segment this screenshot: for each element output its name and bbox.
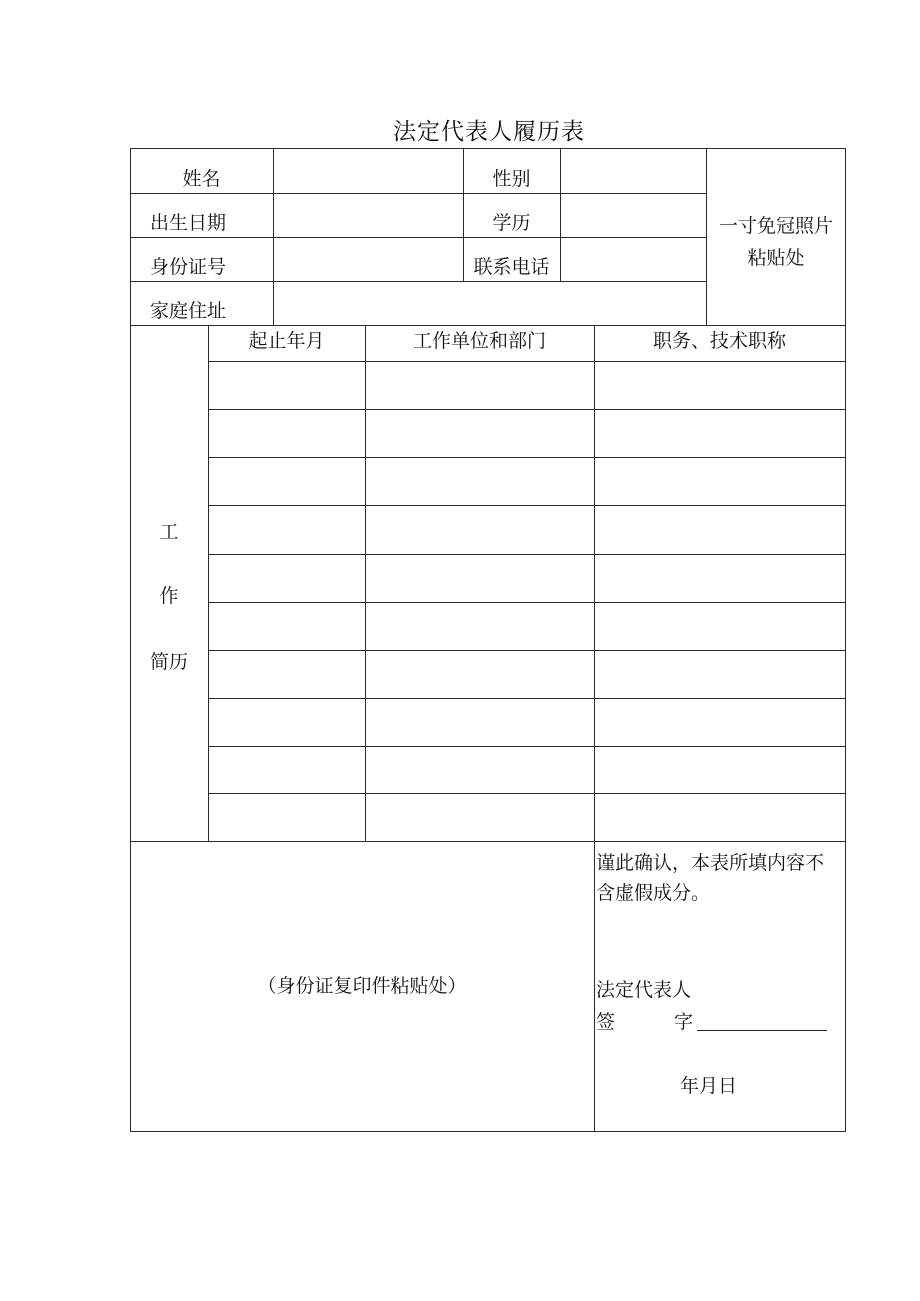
section-divider bbox=[130, 325, 846, 326]
work-col-divider bbox=[365, 325, 366, 841]
column-header-period: 起止年月 bbox=[248, 330, 325, 352]
work-header-divider bbox=[208, 361, 846, 362]
home-address-label: 家庭住址 bbox=[150, 300, 227, 322]
work-row-divider bbox=[208, 793, 846, 794]
work-row-divider bbox=[208, 746, 846, 747]
confirmation-line2: 含虚假成分。 bbox=[596, 882, 711, 904]
signer-label: 法定代表人 bbox=[596, 979, 692, 1001]
work-row-divider bbox=[208, 650, 846, 651]
sign-char-2: 字 bbox=[674, 1011, 694, 1033]
basic-col-divider bbox=[560, 148, 561, 281]
work-row-divider bbox=[208, 698, 846, 699]
work-history-label-3: 简历 bbox=[149, 651, 188, 673]
photo-placeholder bbox=[707, 210, 845, 274]
education-label: 学历 bbox=[492, 212, 531, 234]
id-copy-placeholder: （身份证复印件粘贴处） bbox=[257, 975, 467, 997]
work-history-label-2: 作 bbox=[159, 585, 179, 607]
form-border-top bbox=[130, 148, 846, 149]
birth-date-label: 出生日期 bbox=[150, 212, 227, 234]
basic-row-divider bbox=[130, 193, 707, 194]
column-header-position: 职务、技术职称 bbox=[652, 330, 786, 352]
basic-row-divider bbox=[130, 281, 707, 282]
form-border-bottom bbox=[130, 1131, 846, 1132]
work-row-divider bbox=[208, 505, 846, 506]
phone-label: 联系电话 bbox=[473, 256, 550, 278]
work-row-divider bbox=[208, 602, 846, 603]
sign-char-1: 签 bbox=[596, 1011, 616, 1033]
work-col-divider bbox=[594, 325, 595, 841]
confirmation-statement bbox=[596, 848, 844, 908]
work-history-label-1: 工 bbox=[159, 521, 179, 543]
section-divider bbox=[130, 841, 846, 842]
basic-row-divider bbox=[130, 237, 707, 238]
column-header-employer: 工作单位和部门 bbox=[412, 330, 546, 352]
name-label: 姓名 bbox=[182, 168, 221, 190]
resume-form bbox=[130, 148, 846, 1132]
bottom-col-divider bbox=[594, 841, 595, 1132]
confirmation-line1: 谨此确认，本表所填内容不 bbox=[596, 852, 825, 874]
work-row-divider bbox=[208, 457, 846, 458]
gender-label: 性别 bbox=[492, 168, 531, 190]
signature-line[interactable] bbox=[697, 1030, 827, 1031]
form-border-right bbox=[845, 148, 846, 1132]
work-row-divider bbox=[208, 409, 846, 410]
work-side-divider bbox=[208, 325, 209, 841]
form-title: 法定代表人履历表 bbox=[393, 119, 585, 145]
photo-placeholder-line2: 粘贴处 bbox=[747, 247, 805, 269]
basic-col-divider bbox=[273, 148, 274, 325]
date-label: 年月日 bbox=[680, 1075, 738, 1097]
id-number-label: 身份证号 bbox=[150, 256, 227, 278]
photo-placeholder-line1: 一寸免冠照片 bbox=[718, 215, 833, 237]
work-row-divider bbox=[208, 554, 846, 555]
